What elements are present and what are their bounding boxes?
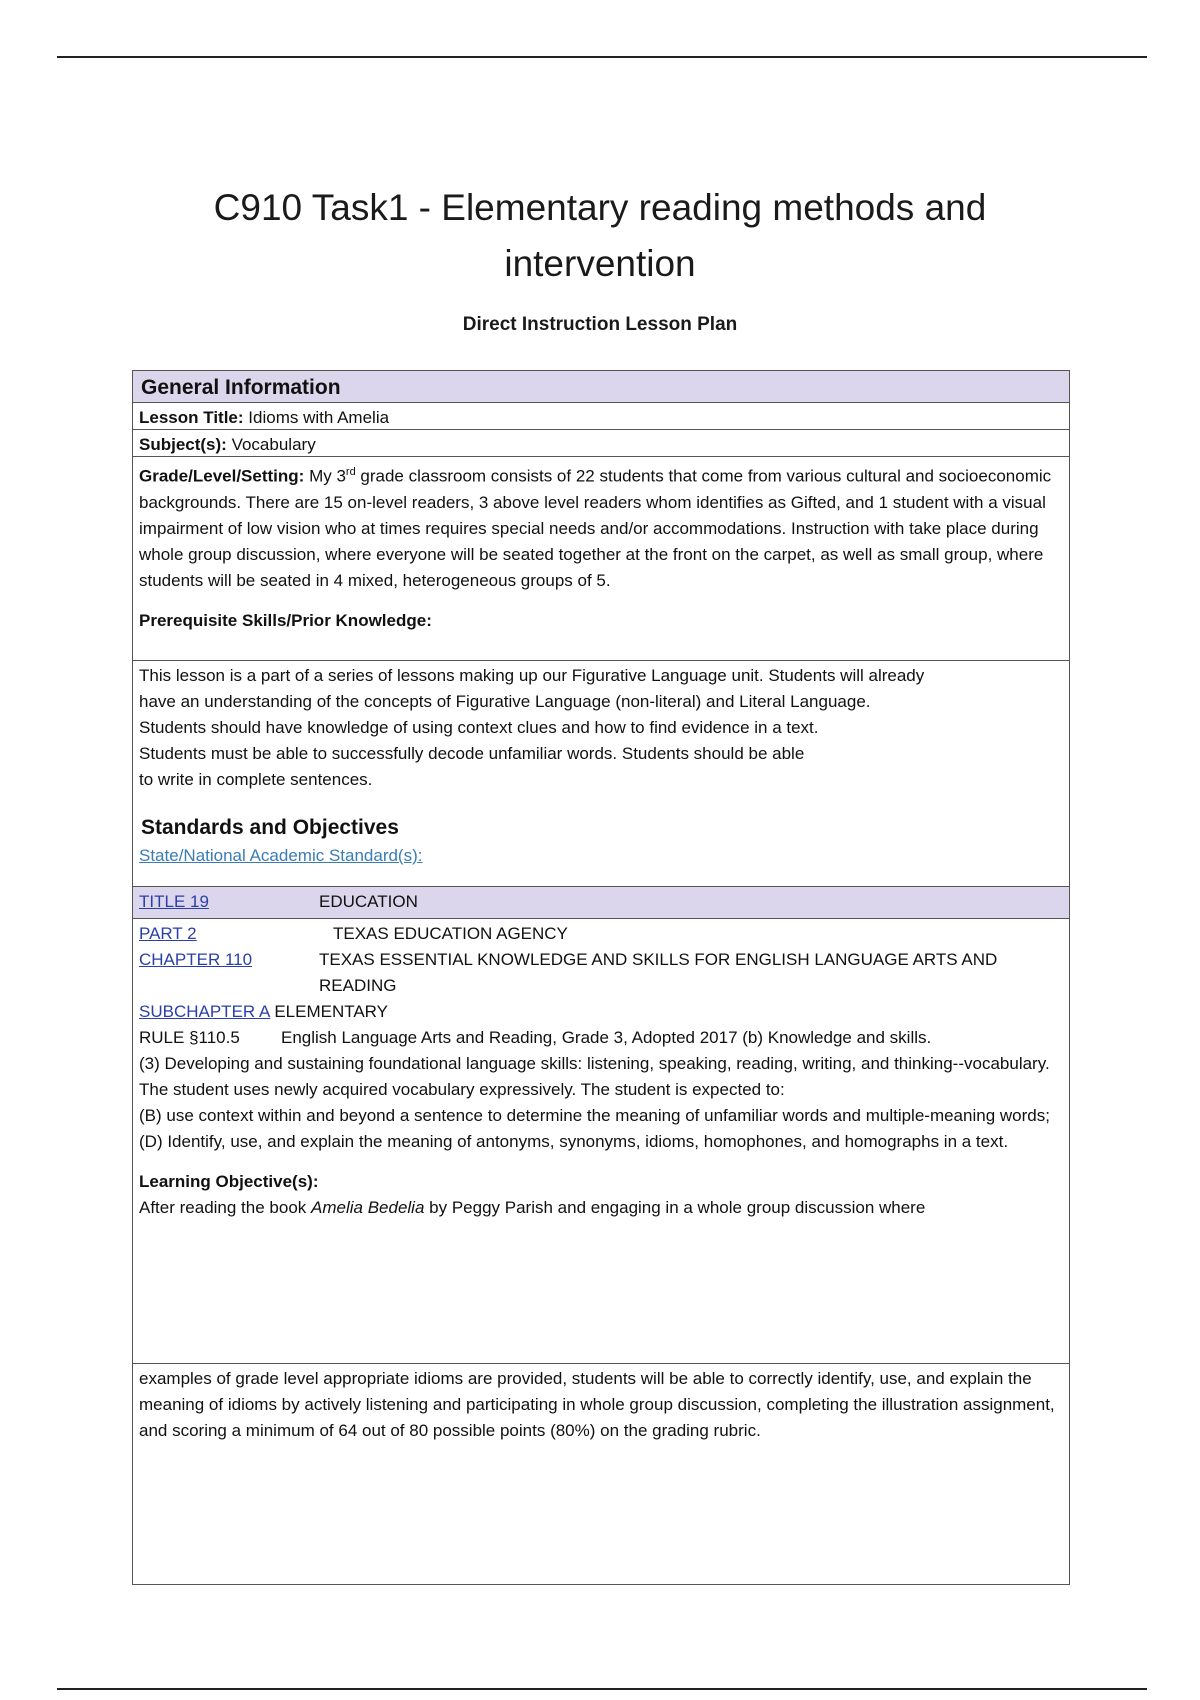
title-19-link[interactable]: TITLE 19	[139, 892, 209, 911]
standards-heading: Standards and Objectives	[141, 816, 399, 839]
grade-level-setting-row	[133, 457, 1069, 661]
prereq-line-3: Students should have knowledge of using context clues and how to find evidence in a text.	[139, 718, 819, 737]
objective-text-end: by Peggy Parish and engaging in a whole group discussion where	[424, 1198, 926, 1217]
prereq-label: Prerequisite Skills/Prior Knowledge:	[139, 610, 432, 630]
title-line-1: C910 Task1 - Elementary reading methods and	[213, 187, 987, 228]
rule-value: English Language Arts and Reading, Grade 3, Adopted 2017 (b) Knowledge and skills.	[281, 1028, 932, 1047]
state-standards-label: State/National Academic Standard(s):	[139, 846, 423, 865]
general-info-table	[132, 370, 1070, 1585]
standard-item-3: (3) Developing and sustaining foundational language skills: listening, speaking, reading, writing, and thinking--vocabulary. The student uses newly acquired vocabulary expressively. The student is expected to:	[139, 1054, 1050, 1099]
lesson-title-label: Lesson Title:	[139, 408, 244, 427]
bottom-rule	[57, 1688, 1147, 1690]
title-19-value: EDUCATION	[319, 892, 418, 911]
subjects-row	[133, 430, 1069, 457]
objective-book-title: Amelia Bedelia	[311, 1198, 425, 1217]
subjects-label: Subject(s):	[139, 435, 227, 454]
lesson-title-row	[133, 403, 1069, 430]
prereq-line-5: to write in complete sentences.	[139, 770, 373, 789]
title-line-2: intervention	[504, 243, 696, 284]
learning-objective-continued: examples of grade level appropriate idioms are provided, students will be able to correctly identify, use, and explain the meaning of idioms by actively listening and participating in whole group discussion, completing the illustration assignment, and scoring a minimum of 64 out of 80 possible points (80%) on the grading rubric.	[139, 1369, 1055, 1440]
chapter-110-link[interactable]: CHAPTER 110	[139, 950, 253, 969]
grade-paragraph	[139, 459, 1063, 594]
document-title	[150, 180, 1050, 292]
prereq-line-4: Students must be able to successfully decode unfamiliar words. Students should be able	[139, 744, 805, 763]
objective-text-start: After reading the book	[139, 1198, 312, 1217]
prereq-line-1: This lesson is a part of a series of lessons making up our Figurative Language unit. Students will already	[139, 666, 925, 685]
standard-item-b: (B) use context within and beyond a sentence to determine the meaning of unfamiliar words and multiple-meaning words;	[139, 1106, 1050, 1125]
grade-label: Grade/Level/Setting:	[139, 466, 305, 486]
part-2-link[interactable]: PART 2	[139, 924, 197, 943]
grade-text-rest: grade classroom consists of 22 students that come from various cultural and socioeconomic backgrounds. There are 15 on-level readers, 3 above level readers whom identifies as Gifted, and 1 student with a visual impairment of low vision who at times requires special needs and/or accommodations. Instruction with take place during whole group discussion, where everyone will be seated together at the front on the carpet, as well as small group, where students will be seated in 4 mixed, heterogeneous groups of 5.	[139, 466, 1052, 590]
top-rule	[57, 56, 1147, 58]
subjects-value: Vocabulary	[231, 435, 316, 454]
prereq-line-2: have an understanding of the concepts of Figurative Language (non-literal) and Literal Language.	[139, 692, 871, 711]
prereq-standards-row	[133, 661, 1069, 887]
title-19-row	[133, 887, 1069, 919]
standard-item-d: (D) Identify, use, and explain the meaning of antonyms, synonyms, idioms, homophones, and homographs in a text.	[139, 1132, 1009, 1151]
subchapter-a-value: ELEMENTARY	[274, 1002, 388, 1021]
subchapter-a-link[interactable]: SUBCHAPTER A	[139, 1002, 271, 1021]
learning-objective-continued-row	[133, 1364, 1069, 1584]
lesson-title-value: Idioms with Amelia	[248, 408, 390, 427]
grade-text-start: My 3	[309, 466, 346, 486]
standards-content-row	[133, 919, 1069, 1364]
learning-objective-first-line	[139, 1195, 1063, 1221]
general-info-heading: General Information	[133, 371, 1069, 403]
part-2-value: TEXAS EDUCATION AGENCY	[333, 924, 568, 943]
chapter-110-value: TEXAS ESSENTIAL KNOWLEDGE AND SKILLS FOR ENGLISH LANGUAGE ARTS AND READING	[319, 950, 998, 995]
grade-superscript: rd	[345, 466, 356, 478]
document-subtitle: Direct Instruction Lesson Plan	[462, 314, 738, 335]
learning-objective-label: Learning Objective(s):	[139, 1172, 319, 1191]
rule-label: RULE §110.5	[139, 1028, 240, 1047]
